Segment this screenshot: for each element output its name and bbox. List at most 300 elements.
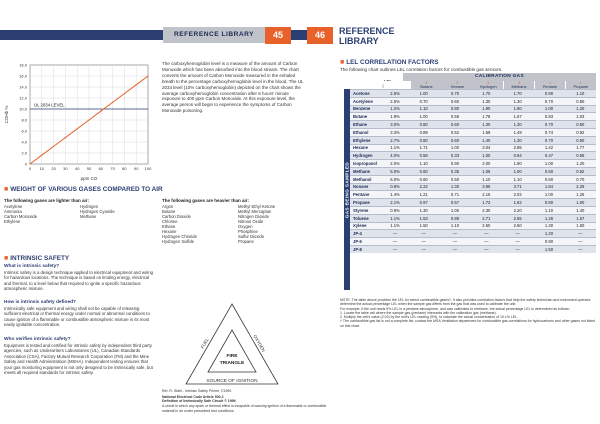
row-gas-name: Propane	[350, 199, 382, 207]
table-cell: 1.00	[533, 160, 564, 168]
calibration-gas-column-hydrogen	[473, 81, 503, 89]
lighter-gas-item: Hydrogen Cyanide	[80, 209, 115, 214]
table-cell: 0.90	[565, 136, 596, 144]
table-cell: 1.10	[439, 222, 470, 230]
x-tick-label: 10	[39, 166, 45, 171]
row-gas-name: Nonane	[350, 183, 382, 191]
table-cell: 1.00	[408, 113, 439, 121]
heavier-gas-item: Nitrogen Dioxide	[238, 214, 269, 219]
row-gas-name: Hydrogen	[350, 152, 382, 160]
table-row	[350, 113, 596, 121]
x-tick-label: 80	[122, 166, 127, 171]
table-row	[350, 206, 596, 214]
column-gas-name: Hexane	[450, 84, 465, 90]
row-gas-name: Ethane	[350, 121, 382, 129]
table-cell: 0.62	[565, 167, 596, 175]
table-cell: 3.71	[502, 183, 533, 191]
table-cell: 1.67	[502, 113, 533, 121]
answer-3: Equipment is tested and certified for intrinsic safety by independent third party agencies, such as Underwriters Laboratories (UL), Canadian Standards Association (CSA), Factory Mutual Research Corporation (FM) and the Mine Safety and Health Administration (MSHA). Independent testing ensures that your gas monitoring equipment is not only designed to be intrinsically safe, but meets all required standards for intrinsic safety.	[4, 343, 153, 376]
x-tick-label: 100	[144, 166, 152, 171]
table-row	[350, 199, 596, 207]
table-cell: 0.80	[408, 121, 439, 129]
table-cell: —	[565, 230, 596, 238]
calibration-gas-column-propane	[566, 81, 596, 89]
table-cell: —	[408, 230, 439, 238]
ul-level-annotation: UL 2034 LEVEL	[34, 102, 65, 108]
row-gas-name: JP-8	[350, 245, 382, 253]
x-tick-label: 20	[51, 166, 56, 171]
table-cell: —	[471, 245, 502, 253]
heavier-gas-item: Propane	[238, 239, 254, 244]
row-gas-name: Methane	[350, 167, 382, 175]
column-gas-name: Hydrogen	[479, 84, 497, 90]
row-gas-name: Benzene	[350, 105, 382, 113]
table-row	[350, 90, 596, 98]
column-footnote-number: 2	[456, 80, 459, 85]
table-cell: 1.20	[533, 230, 564, 238]
table-cell: 0.57	[439, 199, 470, 207]
table-row	[350, 238, 596, 246]
heavier-gas-item: Methyl Ethyl Ketone	[238, 204, 276, 209]
table-row	[350, 144, 596, 152]
x-tick-label: 90	[133, 166, 139, 171]
lel-section-title: ■ LEL CORRELATION FACTORS	[340, 59, 439, 66]
row-lel-value: 0.9%	[382, 206, 408, 214]
x-tick-label: 40	[74, 166, 80, 171]
data-point	[41, 155, 42, 156]
table-cell: 1.50	[408, 222, 439, 230]
row-lel-value: 1.2%	[382, 105, 408, 113]
row-lel-value: 1.4%	[382, 191, 408, 199]
x-axis-label: ppm CO	[80, 176, 98, 181]
table-cell: 1.10	[565, 90, 596, 98]
table-cell: 1.06	[471, 167, 502, 175]
row-gas-name: Toluene	[350, 214, 382, 222]
x-tick-label: 0	[28, 166, 32, 171]
table-cell: 0.35	[439, 167, 470, 175]
table-cell: 0.60	[408, 175, 439, 183]
heavier-gas-item: Chlorine	[162, 219, 178, 224]
table-cell: 0.89	[439, 214, 470, 222]
calibration-gas-header: CALIBRATION GAS	[403, 73, 596, 81]
row-lel-value: 1.1%	[382, 214, 408, 222]
column-footnote-number: 3	[518, 80, 521, 85]
table-cell: 1.30	[502, 121, 533, 129]
table-cell: —	[408, 245, 439, 253]
table-cell: 1.70	[471, 90, 502, 98]
table-row	[350, 97, 596, 105]
calibration-gas-column-butane	[411, 81, 441, 89]
table-cell: 1.00	[565, 199, 596, 207]
heavier-gases: The following gases are heavier than air: Argon Butane Carbon Dioxide Chlorine Ethane Hexane Hydrogen Chloride Hydrogen Sulfide Methyl Ethyl Ketone Methyl Mercaptan Nitrogen Dioxide Nitrous Oxide Oxygen Phosphine Sulfur Dioxide Propane	[162, 198, 312, 244]
table-row	[350, 175, 596, 183]
table-cell: 1.10	[408, 160, 439, 168]
lighter-gas-item: Ethylene	[4, 219, 21, 224]
table-cell: 2.20	[502, 206, 533, 214]
lighter-gas-item: Acetylene	[4, 204, 23, 209]
table-cell: 2.85	[502, 144, 533, 152]
data-point	[124, 93, 125, 94]
lel-correlation-table	[350, 89, 596, 253]
page-number-left: 45	[265, 27, 291, 44]
data-point	[100, 111, 101, 112]
row-gas-name: Ethanol	[350, 128, 382, 136]
table-cell: 0.80	[565, 121, 596, 129]
y-tick-label: 14.0	[19, 84, 27, 90]
bullet-icon: ■	[4, 186, 9, 193]
table-cell: —	[502, 230, 533, 238]
table-cell: —	[439, 238, 470, 246]
table-row	[350, 105, 596, 113]
question-2: How is intrinsic safety defined?	[4, 300, 76, 305]
table-cell: 0.90	[533, 238, 564, 246]
row-lel-value: 2.1%	[382, 199, 408, 207]
table-cell: 1.42	[533, 144, 564, 152]
row-lel-value: 2.5%	[382, 90, 408, 98]
table-cell: 1.10	[533, 206, 564, 214]
data-point	[112, 102, 113, 103]
table-row	[350, 183, 596, 191]
data-point	[136, 84, 137, 85]
header-right-title: REFERENCE LIBRARY	[333, 26, 600, 44]
heavier-gas-item: Carbon Dioxide	[162, 214, 191, 219]
table-cell: 1.72	[471, 199, 502, 207]
page-number-right: 46	[307, 27, 333, 44]
question-3: Who verifies intrinsic safety?	[4, 337, 71, 342]
table-row	[350, 222, 596, 230]
table-cell: 1.53	[408, 214, 439, 222]
table-cell: 1.30	[439, 183, 470, 191]
row-lel-value: 2.0%	[382, 160, 408, 168]
table-cell: 0.60	[408, 167, 439, 175]
table-cell: 0.97	[408, 199, 439, 207]
table-cell: 0.58	[565, 152, 596, 160]
row-lel-value: —	[382, 238, 408, 246]
table-cell: 1.30	[533, 222, 564, 230]
table-row	[350, 230, 596, 238]
x-tick-label: 60	[98, 166, 104, 171]
cohb-description: The carboxyhemoglobin level is a measure of the amount of Carbon Monoxide which has been absorbed into the blood stream. The chart converts the amount of Carbon Monoxide measured in the exhaled breath to the percentage carboxyhemoglobin level in the blood. The UL 2034 level (10% carboxyhemoglobin) depicted on the chart shows the average carboxyhemoglobin concentration after 8 hours' minute exposure to 400 ppm Carbon Monoxide. At this exposure level, the average person will begin to experience the symptoms of Carbon Monoxide poisoning.	[162, 61, 304, 114]
heavier-gas-item: Hydrogen Sulfide	[162, 239, 195, 244]
table-cell: 1.84	[533, 183, 564, 191]
table-cell: 0.70	[533, 121, 564, 129]
table-cell: 1.71	[408, 144, 439, 152]
lighter-gases: The following gases are lighter than air: Acetylene Ammonia Carbon Monoxide Ethylene Hydrogen Hydrogen Cyanide Methane	[4, 198, 154, 224]
row-gas-name: JP-5	[350, 238, 382, 246]
row-gas-name: Hexane	[350, 144, 382, 152]
table-row	[350, 245, 596, 253]
lighter-gas-item: Methane	[80, 214, 97, 219]
column-gas-name: Propane	[573, 84, 589, 90]
table-cell: 1.00	[533, 105, 564, 113]
intrinsic-section-title: ■ INTRINSIC SAFETY	[4, 255, 70, 262]
row-gas-name: Xylene	[350, 222, 382, 230]
table-cell: 0.70	[408, 97, 439, 105]
table-cell: 0.33	[439, 152, 470, 160]
table-cell: 0.89	[408, 128, 439, 136]
y-tick-label: 16.0	[19, 73, 27, 79]
table-cell: 1.90	[502, 160, 533, 168]
table-cell: 0.58	[439, 113, 470, 121]
ignition-caption: SOURCE OF IGNITION	[206, 379, 258, 384]
column-gas-name: Methane	[511, 84, 527, 90]
x-tick-label: 30	[63, 166, 68, 171]
table-cell: 1.30	[502, 97, 533, 105]
table-row	[350, 214, 596, 222]
row-lel-value: —	[382, 245, 408, 253]
table-cell: 0.70	[533, 136, 564, 144]
heavier-gas-item: Sulfur Dioxide	[238, 234, 265, 239]
table-cell: 0.80	[408, 136, 439, 144]
table-cell: 0.70	[439, 90, 470, 98]
x-tick-label: 70	[110, 166, 115, 171]
lel-header-spacer	[384, 81, 411, 89]
table-row	[350, 160, 596, 168]
table-cell: —	[471, 238, 502, 246]
table-cell: 1.00	[471, 152, 502, 160]
table-cell: 1.40	[565, 206, 596, 214]
table-cell: 1.50	[533, 245, 564, 253]
calibration-gas-column-methane	[504, 81, 534, 89]
table-cell: 0.74	[533, 128, 564, 136]
heavier-gas-item: Methyl Mercaptan	[238, 209, 272, 214]
table-cell: 1.30	[471, 97, 502, 105]
column-footnote-number: 3	[487, 80, 490, 85]
table-cell: 0.80	[533, 199, 564, 207]
heavier-gas-item: Hexane	[162, 229, 177, 234]
table-cell: 1.10	[471, 175, 502, 183]
table-cell: 2.00	[471, 160, 502, 168]
row-lel-value: 1.1%	[382, 222, 408, 230]
heavier-gas-item: Butane	[162, 209, 176, 214]
table-cell: 2.55	[502, 214, 533, 222]
row-gas-name: Methanol	[350, 175, 382, 183]
row-gas-name: Butane	[350, 113, 382, 121]
column-footnote-number: 1	[425, 80, 428, 85]
fire-label: FIRE	[226, 354, 238, 359]
table-cell: 0.92	[565, 128, 596, 136]
table-cell: 2.50	[502, 222, 533, 230]
table-row	[350, 191, 596, 199]
table-cell: 0.83	[533, 113, 564, 121]
calibration-gas-columns	[383, 81, 596, 89]
page-header	[0, 26, 600, 46]
table-cell: 1.25	[565, 191, 596, 199]
table-cell: —	[408, 238, 439, 246]
table-cell: —	[565, 238, 596, 246]
table-cell: 0.90	[533, 90, 564, 98]
row-lel-value: 5.0%	[382, 167, 408, 175]
table-cell: —	[502, 245, 533, 253]
table-cell: 0.50	[533, 167, 564, 175]
fire-triangle-diagram	[182, 300, 282, 390]
table-cell: 0.60	[439, 136, 470, 144]
x-tick-label: 50	[86, 166, 92, 171]
header-left-title: REFERENCE LIBRARY	[163, 27, 265, 43]
table-cell: 1.62	[502, 199, 533, 207]
column-footnote-number: 1	[548, 80, 551, 85]
table-cell: 0.70	[565, 175, 596, 183]
y-tick-label: 8.0	[21, 117, 27, 123]
table-cell: 0.70	[533, 97, 564, 105]
table-cell: 2.15	[471, 191, 502, 199]
row-lel-value: 3.0%	[382, 121, 408, 129]
y-tick-label: 4.0	[21, 139, 27, 145]
gas-sampled-label: GAS BEING SAMPLED	[344, 89, 350, 290]
row-lel-value: 1.1%	[382, 144, 408, 152]
calibration-gas-column-hexane	[442, 81, 472, 89]
row-gas-name: Acetylene	[350, 97, 382, 105]
table-cell: —	[502, 238, 533, 246]
data-point	[29, 163, 30, 164]
table-cell: 1.26	[533, 214, 564, 222]
table-cell: 1.30	[502, 136, 533, 144]
fuel-label: FUEL	[199, 337, 210, 350]
table-cell: 1.57	[565, 214, 596, 222]
row-lel-value: 3.3%	[382, 128, 408, 136]
row-lel-value: 2.7%	[382, 136, 408, 144]
column-footnote-number: 1	[579, 80, 582, 85]
heavier-gas-item: Phosphine	[238, 229, 258, 234]
table-cell: 0.56	[408, 152, 439, 160]
row-gas-name: Pentane	[350, 191, 382, 199]
table-cell: 0.50	[439, 175, 470, 183]
y-tick-label: 10.0	[19, 106, 27, 112]
row-lel-value: 2.5%	[382, 97, 408, 105]
table-cell: 1.00	[408, 90, 439, 98]
answer-1: Intrinsic safety is a design technique applied to electrical equipment and wiring for hazardous locations. The technique is based on limiting energy, electrical and thermal, to a level below that required to ignite a specific hazardous atmospheric mixture.	[4, 270, 154, 292]
table-cell: 1.78	[471, 113, 502, 121]
table-cell: 1.03	[565, 113, 596, 121]
bullet-icon: ■	[340, 59, 345, 66]
table-cell: 0.80	[565, 97, 596, 105]
table-cell: 1.21	[408, 191, 439, 199]
lel-intro: The following chart outlines LEL correlation factors for combustible gas sensors.	[340, 67, 503, 72]
table-cell: 0.47	[533, 152, 564, 160]
table-cell: 1.20	[565, 160, 596, 168]
table-cell: —	[471, 230, 502, 238]
triangle-label: TRIANGLE	[219, 361, 245, 366]
y-tick-label: 18.0	[19, 62, 27, 68]
table-cell: 1.60	[565, 222, 596, 230]
table-cell: 1.30	[471, 121, 502, 129]
table-cell: 0.52	[439, 128, 470, 136]
table-cell: 1.20	[565, 105, 596, 113]
table-cell: 1.70	[502, 90, 533, 98]
table-cell: 0.60	[533, 175, 564, 183]
table-cell: 0.60	[439, 97, 470, 105]
table-cell: 1.00	[439, 206, 470, 214]
data-point	[65, 137, 66, 138]
row-lel-value: 0.8%	[382, 183, 408, 191]
calibration-gas-column-pentane	[535, 81, 565, 89]
table-cell: 2.02	[502, 191, 533, 199]
table-cell: 0.71	[439, 191, 470, 199]
table-cell: 2.71	[471, 214, 502, 222]
table-cell: 3.95	[471, 183, 502, 191]
weight-section-title: ■ WEIGHT OF VARIOUS GASES COMPARED TO AIR	[4, 186, 163, 193]
row-lel-value: 1.9%	[382, 113, 408, 121]
heavier-gases-list	[162, 204, 312, 244]
table-cell: 1.90	[471, 105, 502, 113]
table-cell: 2.30	[471, 206, 502, 214]
row-lel-value: 4.0%	[382, 152, 408, 160]
heavier-gas-item: Ethane	[162, 224, 176, 229]
row-lel-value: 6.0%	[382, 175, 408, 183]
lighter-gas-item: Carbon Monoxide	[4, 214, 38, 219]
table-cell: 1.10	[502, 175, 533, 183]
lel-notes: NOTE: The table above provides the LEL for select combustible gases†. It also provides correlation factors that help the safety technician and instrument operator determine the actual percentage LEL when the sample gas differs from the gas that was used to calibrate the unit. For example, if the unit reads 5% LEL in a pentane atmosphere, and was calibrated to methane, the actual percentage LEL is determined as follows: 1. Locate the table cell where the sample gas (pentane) intersects with the calibration gas (methane). 2. Multiply the cell's value (2.02) by the unit's LEL reading (5%), to calculate the actual concentration of 10.1% LEL. † The combustible gas list is not a complete list; contact the MSA Ventilation department for combustible gas correlations for hydrocarbons and other gases not listed on this chart.	[340, 298, 595, 328]
y-tick-label: 0	[24, 161, 27, 167]
data-point	[147, 75, 148, 76]
table-row	[350, 121, 596, 129]
table-cell: 3.04	[471, 144, 502, 152]
table-cell: 1.49	[502, 128, 533, 136]
lighter-gases-list	[4, 204, 154, 224]
y-tick-label: 6.0	[21, 128, 27, 134]
reference-notes: Ref. R. Stahl - Intrinsic Safety Primer, ©1990 National Electrical Code Article 500.2 Definition of Intrinsically Safe Circuit © 1996 A circuit in which any spark or thermal effect is incapable of causing ignition of a flammable or combustible material in air under prescribed test conditions.	[162, 389, 327, 413]
heavier-gas-item: Oxygen	[238, 224, 253, 229]
data-point	[88, 119, 89, 120]
heavier-gas-item: Argon	[162, 204, 174, 209]
column-gas-name: Butane	[420, 84, 433, 90]
table-cell: 0.90	[439, 160, 470, 168]
table-cell: 0.80	[439, 105, 470, 113]
cohb-chart	[2, 59, 154, 184]
lighter-gas-item: Hydrogen	[80, 204, 99, 209]
table-row	[350, 136, 596, 144]
heavier-gas-item: Nitrous Oxide	[238, 219, 264, 224]
table-row	[350, 167, 596, 175]
table-cell: 1.90	[502, 105, 533, 113]
table-row	[350, 152, 596, 160]
y-axis-label: COHb %	[4, 105, 9, 124]
data-point	[77, 128, 78, 129]
table-cell: 0.60	[439, 121, 470, 129]
table-cell: 1.77	[565, 144, 596, 152]
table-cell: 2.60	[471, 222, 502, 230]
y-tick-label: 2.0	[21, 150, 27, 156]
table-cell: 1.10	[408, 105, 439, 113]
table-cell: 2.29	[565, 183, 596, 191]
table-cell: 0.94	[502, 152, 533, 160]
y-tick-label: 12.0	[19, 95, 27, 101]
row-gas-name: Isopropanol	[350, 160, 382, 168]
table-cell: 1.00	[533, 191, 564, 199]
column-gas-name: Pentane	[542, 84, 558, 90]
table-cell: —	[439, 230, 470, 238]
table-row	[350, 128, 596, 136]
row-gas-name: Styrene	[350, 206, 382, 214]
table-cell: —	[439, 245, 470, 253]
bullet-icon: ■	[4, 255, 9, 262]
row-gas-name: Acetone	[350, 90, 382, 98]
table-cell: —	[565, 245, 596, 253]
table-cell: 1.30	[408, 206, 439, 214]
table-cell: 1.59	[471, 128, 502, 136]
heavier-gas-item: Hydrogen Chloride	[162, 234, 197, 239]
oxygen-label: OXYGEN	[252, 333, 267, 353]
table-cell: 1.00	[439, 144, 470, 152]
question-1: What is intrinsic safety?	[4, 264, 60, 269]
table-cell: 2.22	[408, 183, 439, 191]
lighter-gas-item: Ammonia	[4, 209, 22, 214]
row-gas-name: Ethylene	[350, 136, 382, 144]
row-gas-name: JP-4	[350, 230, 382, 238]
table-cell: 1.00	[502, 167, 533, 175]
row-lel-value: —	[382, 230, 408, 238]
answer-2: Intrinsically safe equipment and wiring shall not be capable of releasing sufficient electrical or thermal energy under normal or abnormal conditions to cause ignition of a flammable or combustible atmospheric mixture in its most easily ignitable concentration.	[4, 306, 150, 328]
